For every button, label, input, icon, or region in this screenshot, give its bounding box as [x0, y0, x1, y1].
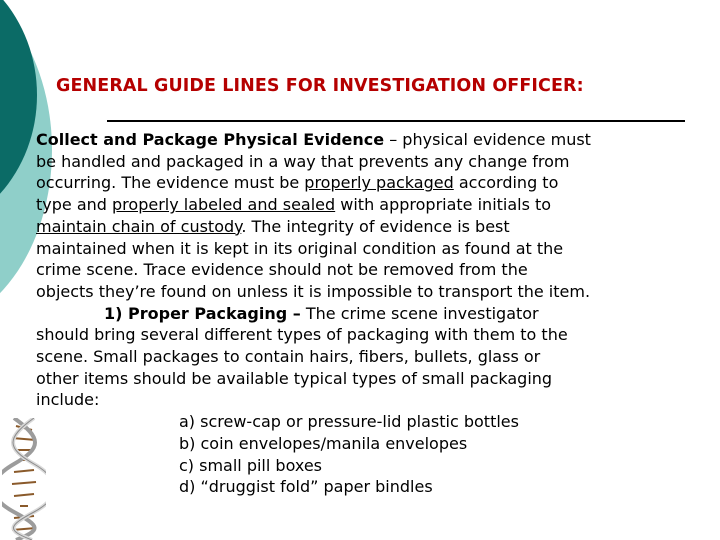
title-underline-divider	[107, 120, 685, 122]
text: physical evidence must	[402, 130, 591, 149]
paragraph-line: scene. Small packages to contain hairs, fibers, bullets, glass or	[36, 347, 541, 367]
text: with appropriate initials to	[335, 195, 552, 215]
paragraph-line	[36, 216, 688, 238]
content-body	[36, 129, 688, 498]
paragraph-line	[36, 303, 688, 325]
text: occurring. The evidence must be	[36, 173, 305, 193]
paragraph-line: objects they’re found on unless it is impossible to transport the item.	[36, 281, 591, 301]
paragraph-line	[36, 129, 688, 151]
list-item: d) “druggist fold” paper bindles	[179, 477, 433, 497]
paragraph-line	[36, 172, 688, 194]
dash: –	[384, 130, 403, 149]
paragraph-line: maintained when it is kept in its original condition as found at the	[36, 238, 564, 258]
text: The crime scene investigator	[300, 303, 539, 323]
paragraph-line: be handled and packaged in a way that prevents any change from	[36, 151, 570, 171]
paragraph-line	[36, 194, 688, 216]
paragraph-line: other items should be available typical types of small packaging	[36, 368, 553, 388]
underlined-text: properly labeled and sealed	[112, 195, 336, 215]
text: . The integrity of evidence is best	[241, 216, 510, 236]
list-item: c) small pill boxes	[179, 455, 323, 475]
paragraph-line: crime scene. Trace evidence should not be removed from the	[36, 260, 528, 280]
text: according to	[453, 173, 559, 193]
list-item: b) coin envelopes/manila envelopes	[179, 433, 468, 453]
text: type and	[36, 195, 113, 215]
list-item: a) screw-cap or pressure-lid plastic bottles	[179, 412, 519, 432]
underlined-text: properly packaged	[304, 173, 454, 193]
dna-helix-icon	[2, 418, 46, 540]
underlined-text: maintain chain of custody	[36, 216, 242, 236]
section-heading: Collect and Package Physical Evidence	[36, 130, 385, 149]
page-title: GENERAL GUIDE LINES FOR INVESTIGATION OFFICER:	[56, 76, 584, 96]
section-heading: 1) Proper Packaging –	[104, 303, 301, 323]
paragraph-line: should bring several different types of packaging with them to the	[36, 325, 568, 345]
paragraph-line: include:	[36, 390, 100, 410]
